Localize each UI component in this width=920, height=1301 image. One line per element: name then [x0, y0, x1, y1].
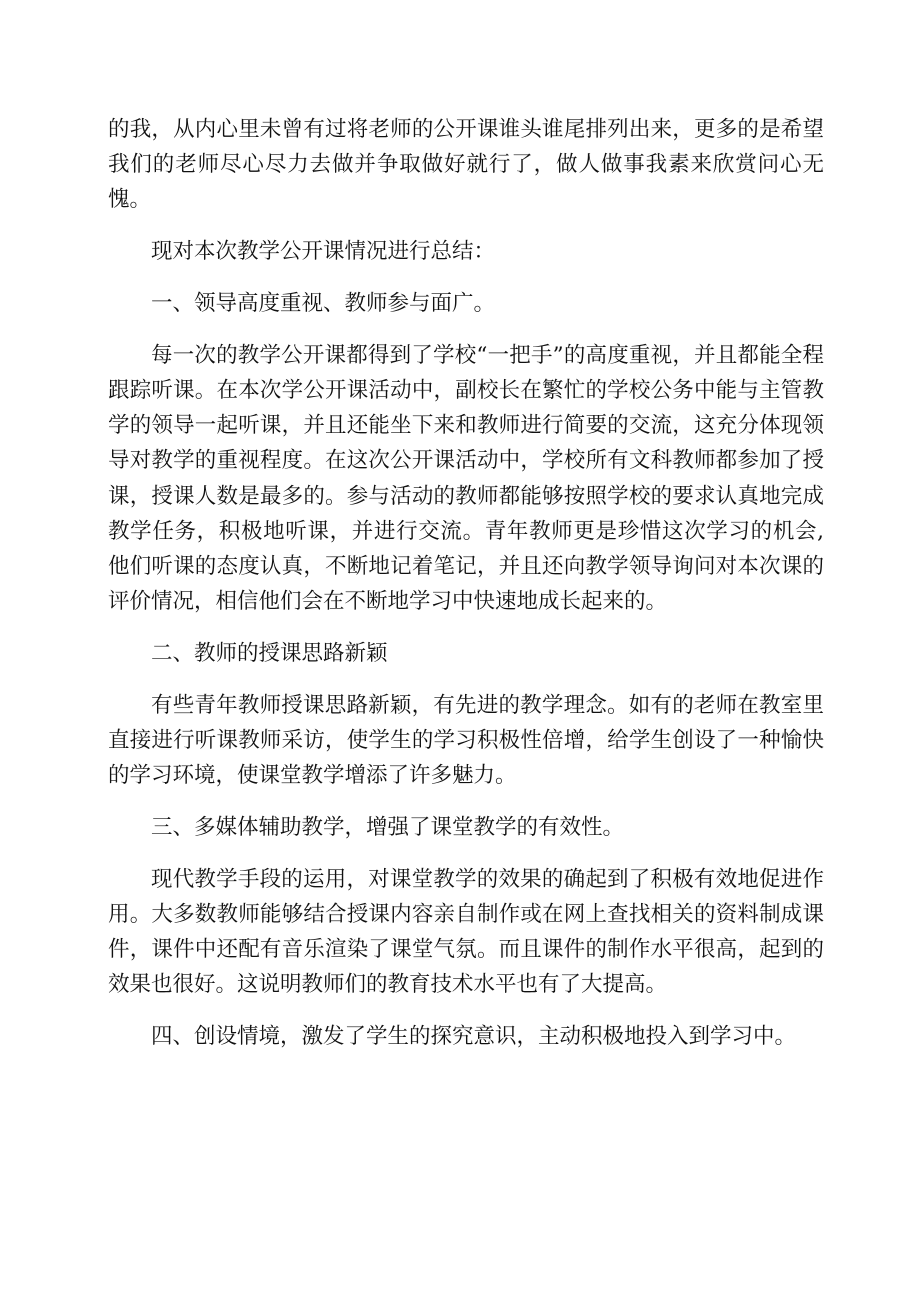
section-heading-1: 一、领导高度重视、教师参与面广。 — [151, 291, 496, 316]
summary-intro: 现对本次教学公开课情况进行总结： — [151, 239, 496, 265]
section-3-body: 现代教学手段的运用，对课堂教学的效果的确起到了积极有效地促进作用。大多数教师能够结合授课内容亲自制作或在网上查找相关的资料制成课件，课件中还配有音乐渲染了课堂气氛。而且课件的制作水平很高，起到的效果也很好。这说明教师们的教育技术水平也有了大提高。 — [108, 866, 824, 998]
document-body — [108, 112, 824, 1071]
continued-paragraph: 的我，从内心里未曾有过将老师的公开课谁头谁尾排列出来，更多的是希望我们的老师尽心尽力去做并争取做好就行了，做人做事我素来欣赏问心无愧。 — [108, 117, 824, 213]
section-heading-4: 四、创设情境，激发了学生的探究意识，主动积极地投入到学习中。 — [151, 1024, 797, 1050]
section-2-body: 有些青年教师授课思路新颖，有先进的教学理念。如有的老师在教室里直接进行听课教师采访，使学生的学习积极性倍增，给学生创设了一种愉快的学习环境，使课堂教学增添了许多魅力。 — [108, 692, 824, 789]
section-heading-3: 三、多媒体辅助教学，增强了课堂教学的有效性。 — [151, 815, 625, 841]
section-1-body: 每一次的教学公开课都得到了学校“一把手”的高度重视，并且都能全程跟踪听课。在本次学公开课活动中，副校长在繁忙的学校公务中能与主管教学的领导一起听课，并且还能坐下来和教师进行简要的交流，这充分体现领导对教学的重视程度。在这次公开课活动中，学校所有文科教师都参加了授课，授课人数是最多的。参与活动的教师都能够按照学校的要求认真地完成教学任务，积极地听课，并进行交流。青年教师更是珍惜这次学习的机会,他们听课的态度认真，不断地记着笔记，并且还向教学领导询问对本次课的评价情况，相信他们会在不断地学习中快速地成长起来的。 — [108, 342, 824, 615]
section-heading-2: 二、教师的授课思路新颖 — [151, 641, 388, 667]
